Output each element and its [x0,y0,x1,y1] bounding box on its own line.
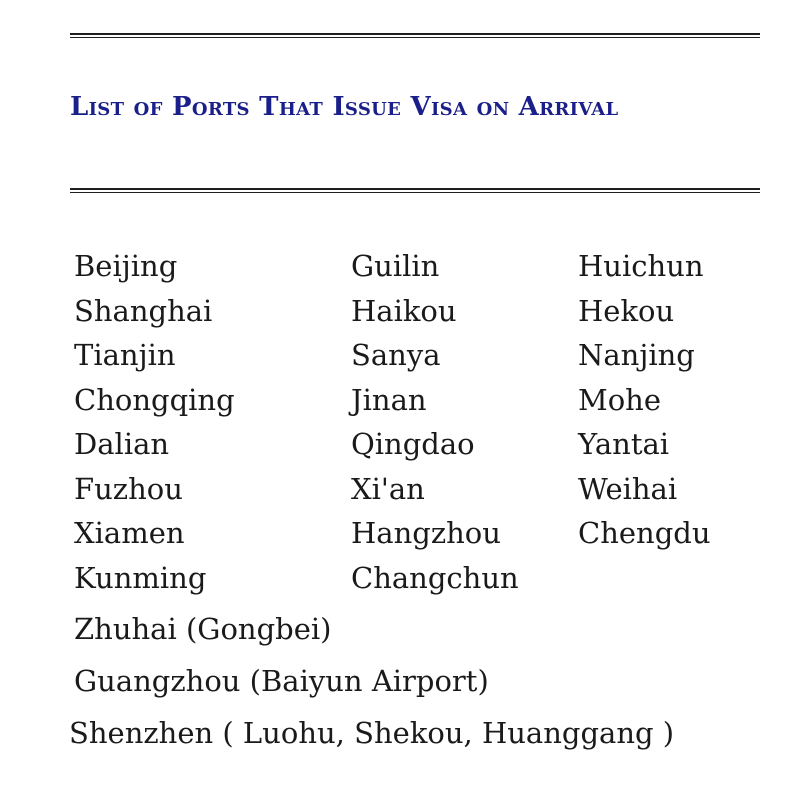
port-name: Dalian [74,427,170,461]
port-name-wide: Shenzhen ( Luohu, Shekou, Huanggang ) [69,716,675,750]
port-name: Xi'an [351,471,425,506]
port-name: Sanya [351,338,441,372]
port-name: Jinan [351,382,427,417]
port-name: Hangzhou [351,516,501,550]
port-name: Qingdao [351,427,475,461]
port-name: Hekou [578,293,675,328]
port-name: Chongqing [74,382,235,417]
port-name: Mohe [578,382,661,417]
port-name: Weihai [578,471,678,506]
port-name: Shanghai [74,293,213,328]
port-name: Haikou [351,293,457,328]
port-name: Yantai [578,427,670,461]
port-name: Changchun [351,560,519,595]
port-column-1 [74,244,235,600]
port-name: Xiamen [74,516,185,550]
port-name: Fuzhou [74,471,183,506]
port-name: Nanjing [578,338,695,372]
port-name: Kunming [74,560,207,595]
port-name-wide: Guangzhou (Baiyun Airport) [74,664,489,698]
port-column-3 [578,244,711,556]
port-name: Guilin [351,249,440,283]
port-name-wide: Zhuhai (Gongbei) [74,612,332,646]
port-name: Chengdu [578,516,711,550]
port-name: Beijing [74,249,178,283]
page-title: List of Ports That Issue Visa on Arrival [70,92,619,122]
port-column-2 [351,244,519,600]
port-name: Tianjin [74,338,176,372]
top-divider [70,33,760,38]
bottom-divider [70,188,760,193]
port-name: Huichun [578,249,704,283]
